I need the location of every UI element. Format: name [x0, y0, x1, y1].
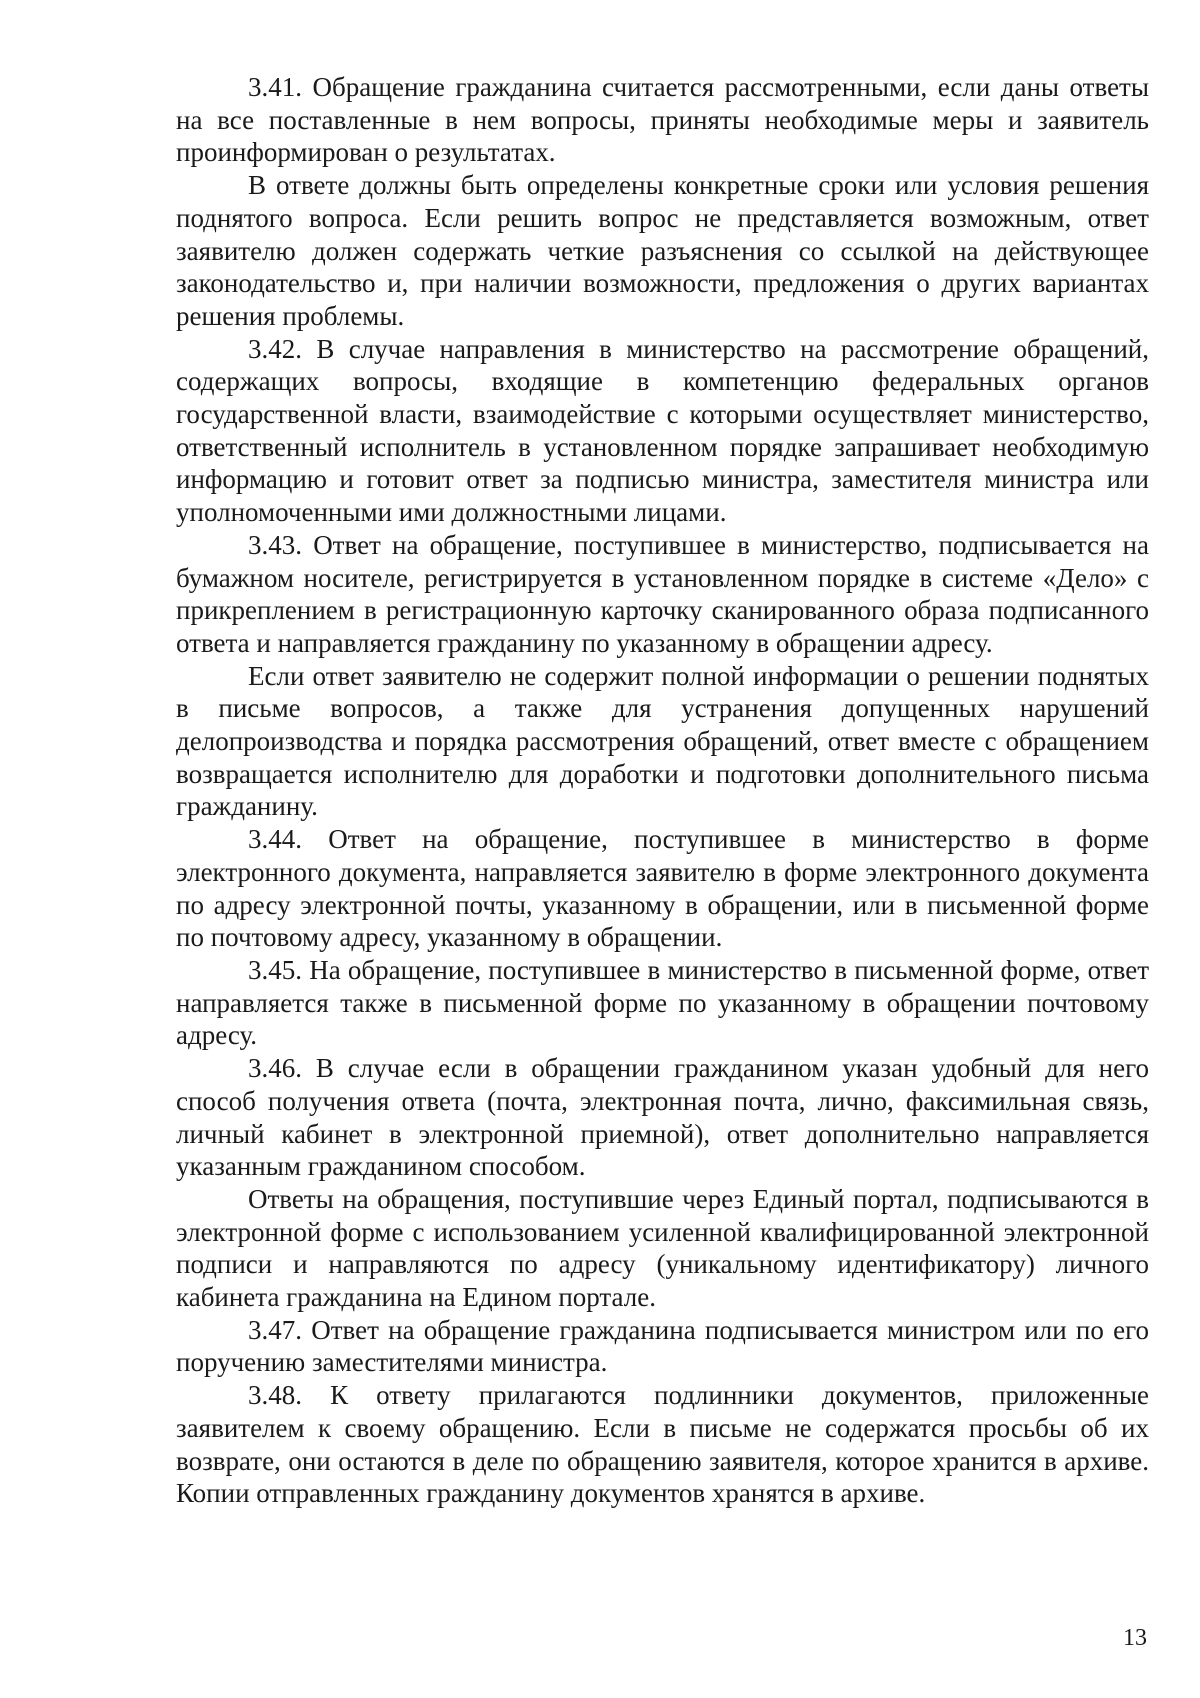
paragraph-3-45: 3.45. На обращение, поступившее в министерство в письменной форме, ответ направляется также в письменной форме по указанному в обращении почтовому адресу. [176, 954, 1149, 1051]
paragraph-3-44: 3.44. Ответ на обращение, поступившее в министерство в форме электронного документа, направляется заявителю в форме электронного документа по адресу электронной почты, указанному в обращении, или в письменной форме по почтовому адресу, указанному в обращении. [176, 824, 1149, 953]
paragraph-3-43: 3.43. Ответ на обращение, поступившее в министерство, подписывается на бумажном носителе, регистрируется в установленном порядке в системе «Дело» с прикреплением в регистрационную карточку сканированного образа подписанного ответа и направляется гражданину по указанному в обращении адресу. [176, 529, 1149, 658]
paragraph-3-43-return-for-revision: Если ответ заявителю не содержит полной информации о решении поднятых в письме вопросов, а также для устранения допущенных нарушений делопроизводства и порядка рассмотрения обращений, ответ вместе с обращением возвращается исполнителю для доработки и подготовки дополнительного письма гражданину. [176, 660, 1149, 822]
paragraph-3-47: 3.47. Ответ на обращение гражданина подписывается министром или по его поручению заместителями министра. [176, 1314, 1149, 1378]
paragraph-3-41: 3.41. Обращение гражданина считается рассмотренными, если даны ответы на все поставленные в нем вопросы, приняты необходимые меры и заявитель проинформирован о результатах. [176, 72, 1149, 168]
page-number: 13 [1123, 1625, 1147, 1651]
paragraph-3-41-answer-requirements: В ответе должны быть определены конкретные сроки или условия решения поднятого вопроса. Если решить вопрос не представляется возможным, ответ заявителю должен содержать четкие разъяснения со ссылкой на действующее законодательство и, при наличии возможности, предложения о других вариантах решения проблемы. [176, 170, 1149, 331]
paragraph-3-42: 3.42. В случае направления в министерство на рассмотрение обращений, содержащих вопросы, входящие в компетенцию федеральных органов государственной власти, взаимодействие с которыми осуществляет министерство, ответственный исполнитель в установленном порядке запрашивает необходимую информацию и готовит ответ за подписью министра, заместителя министра или уполномоченными ими должностными лицами. [176, 333, 1149, 528]
paragraph-3-48: 3.48. К ответу прилагаются подлинники документов, приложенные заявителем к своему обращению. Если в письме не содержатся просьбы об их возврате, они остаются в деле по обращению заявителя, которое хранится в архиве. Копии отправленных гражданину документов хранятся в архиве. [176, 1380, 1149, 1509]
paragraph-3-46-unified-portal: Ответы на обращения, поступившие через Единый портал, подписываются в электронной форме с использованием усиленной квалифицированной электронной подписи и направляются по адресу (уникальному идентификатору) личного кабинета гражданина на Едином портале. [176, 1183, 1149, 1313]
document-body [176, 71, 1149, 1510]
paragraph-3-46: 3.46. В случае если в обращении гражданином указан удобный для него способ получения ответа (почта, электронная почта, лично, факсимильная связь, личный кабинет в электронной приемной), ответ дополнительно направляется указанным гражданином способом. [176, 1053, 1149, 1182]
